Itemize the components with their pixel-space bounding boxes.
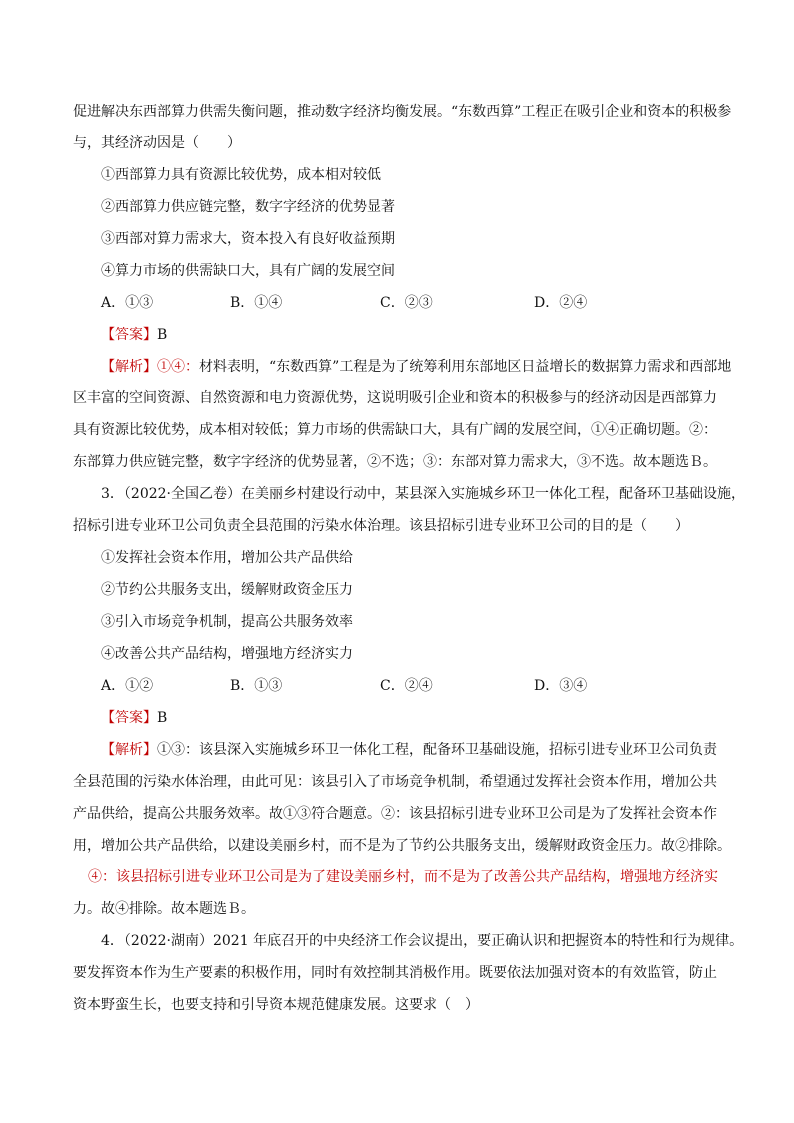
- q3-analysis-line-4: 用，增加公共产品供给，以建设美丽乡村，而不是为了节约公共服务支出，缓解财政资金压力。故②排除。: [73, 838, 731, 854]
- q3-item-4: ④改善公共产品结构，增强地方经济实力: [101, 646, 353, 662]
- q2-analysis-line-2: 区丰富的空间资源、自然资源和电力资源优势，这说明吸引企业和资本的积极参与的经济动因是西部算力: [73, 390, 717, 406]
- q2-item-4: ④算力市场的供需缺口大，具有广阔的发展空间: [101, 263, 395, 279]
- q2-option-d: D．②④: [534, 295, 588, 311]
- q4-stem-line-3: 资本野蛮生长，也要支持和引导资本规范健康发展。这要求（ ）: [73, 997, 479, 1013]
- q4-stem-line-1: 4．（2022·湖南）2021 年底召开的中央经济工作会议提出，要正确认识和把握资本的特性和行为规律。: [101, 933, 744, 949]
- answer-value: B: [157, 710, 168, 726]
- q2-analysis-line-4: 东部算力供应链完整，数字字经济的优势显著，②不选；③：东部对算力需求大，③不选。故本题选Ｂ。: [73, 454, 717, 470]
- q2-answer: [101, 326, 167, 344]
- answer-label: 【答案】: [101, 327, 157, 343]
- analysis-text: 材料表明，“东数西算”工程是为了统筹利用东部地区日益增长的数据算力需求和西部地: [199, 359, 732, 375]
- q2-option-c: C．②③: [380, 295, 433, 311]
- q3-analysis-line-2: 全县范围的污染水体治理，由此可见：该县引入了市场竞争机制，希望通过发挥社会资本作用，增加公共: [73, 774, 717, 790]
- q3-analysis-line-3: 产品供给，提高公共服务效率。故①③符合题意。②：该县招标引进专业环卫公司是为了发挥社会资本作: [73, 806, 717, 822]
- q2-analysis-line-1: [101, 358, 731, 376]
- q2-stem-line-1: 促进解决东西部算力供需失衡问题，推动数字经济均衡发展。“东数西算”工程正在吸引企业和资本的积极参: [73, 104, 732, 120]
- q2-item-3: ③西部对算力需求大，资本投入有良好收益预期: [101, 231, 395, 247]
- q2-stem-line-2: 与，其经济动因是（ ）: [73, 135, 241, 151]
- analysis-label: 【解析】: [101, 359, 157, 375]
- q3-item-1: ①发挥社会资本作用，增加公共产品供给: [101, 550, 353, 566]
- q3-option-b: B．①③: [230, 678, 283, 694]
- q2-item-1: ①西部算力具有资源比较优势，成本相对较低: [101, 167, 381, 183]
- q2-option-b: B．①④: [230, 295, 283, 311]
- q3-option-d: D．③④: [534, 678, 588, 694]
- analysis-lead: ①④：: [157, 359, 199, 375]
- q3-item-3: ③引入市场竞争机制，提高公共服务效率: [101, 614, 353, 630]
- analysis-label: 【解析】: [101, 742, 157, 758]
- q4-stem-line-2: 要发挥资本作为生产要素的积极作用，同时有效控制其消极作用。既要依法加强对资本的有效监管，防止: [73, 965, 717, 981]
- q2-option-a: A．①③: [101, 295, 154, 311]
- q3-option-c: C．②④: [380, 678, 433, 694]
- q3-stem-line-1: 3．（2022·全国乙卷）在美丽乡村建设行动中，某县深入实施城乡环卫一体化工程，配备环卫基础设施，: [101, 486, 745, 502]
- answer-value: B: [157, 327, 168, 343]
- analysis-text: ①③：该县深入实施城乡环卫一体化工程，配备环卫基础设施，招标引进专业环卫公司负责: [157, 742, 717, 758]
- q3-analysis-line-5: ④：该县招标引进专业环卫公司是为了建设美丽乡村，而不是为了改善公共产品结构，增强地方经济实: [88, 869, 718, 885]
- q2-item-2: ②西部算力供应链完整，数字字经济的优势显著: [101, 199, 395, 215]
- answer-label: 【答案】: [101, 710, 157, 726]
- q3-item-2: ②节约公共服务支出，缓解财政资金压力: [101, 582, 353, 598]
- q3-analysis-line-6: 力。故④排除。故本题选Ｂ。: [73, 901, 255, 917]
- q3-option-a: A．①②: [101, 678, 154, 694]
- q2-analysis-line-3: 具有资源比较优势，成本相对较低；算力市场的供需缺口大，具有广阔的发展空间，①④正确切题。②：: [73, 422, 717, 438]
- q3-analysis-line-1: [101, 741, 717, 759]
- q3-answer: [101, 709, 167, 727]
- q3-stem-line-2: 招标引进专业环卫公司负责全县范围的污染水体治理。该县招标引进专业环卫公司的目的是（ ）: [73, 518, 689, 534]
